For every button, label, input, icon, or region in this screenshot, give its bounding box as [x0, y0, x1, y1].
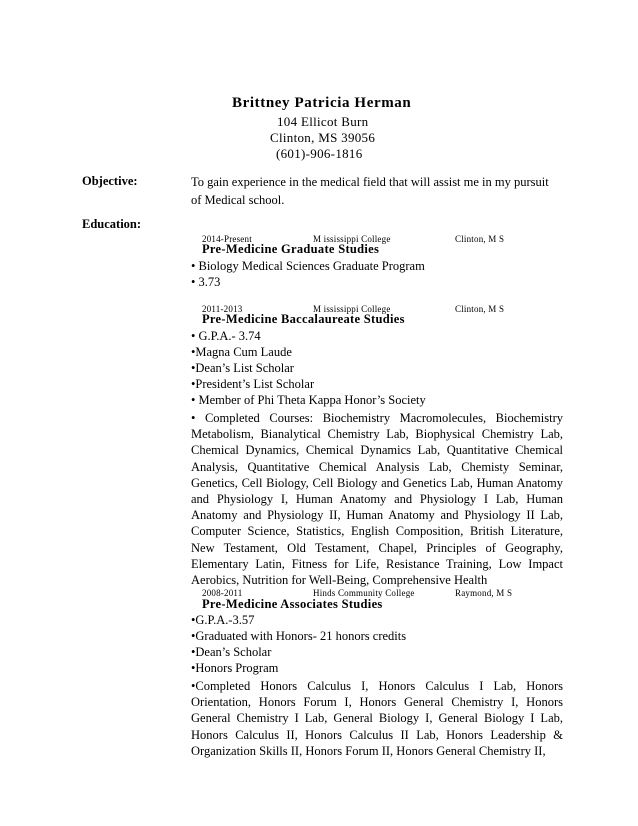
objective-text: To gain experience in the medical field that will assist me in my pursuit of Medical school. [191, 175, 549, 207]
entry-3-bullet: •Dean’s Scholar [191, 645, 272, 659]
objective-label: Objective: [82, 174, 138, 188]
entry-3-school: Hinds Community College [313, 588, 415, 598]
entry-3-location: Raymond, M S [455, 588, 513, 598]
entry-3-dates: 2008-2011 [202, 588, 243, 598]
entry-1-location: Clinton, M S [455, 234, 505, 244]
education-label: Education: [82, 217, 142, 231]
entry-3-bullet: •Honors Program [191, 661, 279, 675]
entry-1-bullet: • Biology Medical Sciences Graduate Program [191, 259, 425, 273]
entry-2-courses: • Completed Courses: Biochemistry Macromolecules, Biochemistry Metabolism, Bianalytical Chemistry Lab, Biophysical Chemistry Lab, Chemical Dynamics, Chemical Dynamics Lab, Quantitative Chemical Analysis, Quantitative Chemical Analysis Lab, Chemisty Seminar, Genetics, Cell Biology, Cell Biology and Genetics Lab, Human Anatomy and Physiology I, Human Anatomy and Physiology I Lab, Human Anatomy and Physiology II, Human Anatomy and Physiology II Lab, Computer Science, Statistics, English Composition, British Literature, New Testament, Old Testament, Chapel, Principles of Geography, Elementary Latin, Fitness for Life, Resistance Training, Low Impact Aerobics, Nutrition for Well-Being, Comprehensive Health [191, 411, 563, 588]
entry-3-bullet: •Graduated with Honors- 21 honors credits [191, 629, 407, 643]
entry-2-bullet: • Member of Phi Theta Kappa Honor’s Society [191, 393, 426, 407]
applicant-name: Brittney Patricia Herman [232, 95, 412, 111]
entry-1-school: M ississippi College [313, 234, 391, 244]
entry-3-bullet: •G.P.A.-3.57 [191, 613, 255, 627]
entry-1-degree: Pre-Medicine Graduate Studies [202, 242, 380, 256]
entry-2-bullet: • G.P.A.- 3.74 [191, 329, 261, 343]
entry-2-school: M ississippi College [313, 304, 391, 314]
address-line-1: 104 Ellicot Burn [277, 114, 369, 129]
entry-2-bullet: •President’s List Scholar [191, 377, 315, 391]
entry-2-bullet: •Dean’s List Scholar [191, 361, 294, 375]
address-line-2: Clinton, MS 39056 [270, 130, 376, 145]
entry-2-degree: Pre-Medicine Baccalaureate Studies [202, 312, 405, 326]
entry-3-courses: •Completed Honors Calculus I, Honors Calculus I Lab, Honors Orientation, Honors Forum I, Honors General Chemistry I, Honors General Chemistry I Lab, General Biology I, General Biology I Lab, Honors Calculus II, Honors Calculus II Lab, Honors Leadership & Organization Skills II, Honors Forum II, Honors General Chemistry II, [191, 679, 563, 758]
entry-1-dates: 2014-Present [202, 234, 252, 244]
entry-2-location: Clinton, M S [455, 304, 505, 314]
entry-1-bullet: • 3.73 [191, 275, 221, 289]
phone-number: (601)-906-1816 [276, 146, 363, 161]
entry-2-bullet: •Magna Cum Laude [191, 345, 292, 359]
entry-2-dates: 2011-2013 [202, 304, 243, 314]
entry-3-degree: Pre-Medicine Associates Studies [202, 597, 383, 611]
